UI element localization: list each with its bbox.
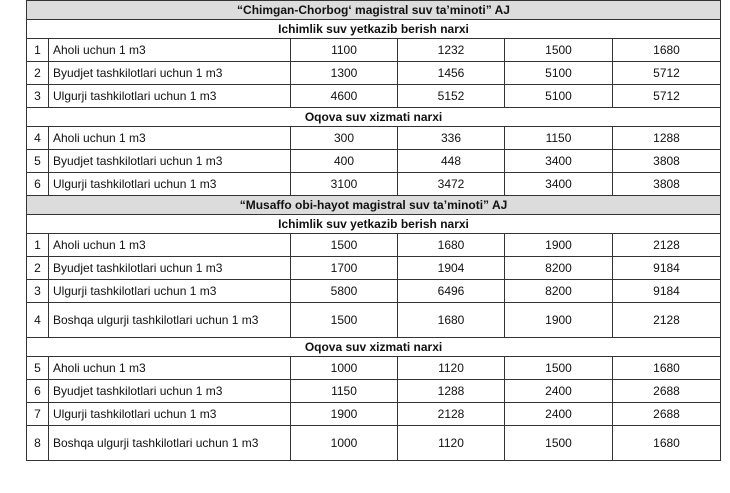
price-cell: 1900 xyxy=(505,234,613,257)
row-label: Ulgurji tashkilotlari uchun 1 m3 xyxy=(49,403,291,426)
row-number: 6 xyxy=(27,173,49,196)
section-heading: Oqova suv xizmati narxi xyxy=(27,108,721,127)
price-cell: 1000 xyxy=(291,357,398,380)
row-label: Ulgurji tashkilotlari uchun 1 m3 xyxy=(49,173,291,196)
price-cell: 1120 xyxy=(398,426,505,461)
row-label: Boshqa ulgurji tashkilotlari uchun 1 m3 xyxy=(49,303,291,338)
row-number: 2 xyxy=(27,62,49,85)
price-cell: 2688 xyxy=(613,380,721,403)
row-label: Aholi uchun 1 m3 xyxy=(49,234,291,257)
price-cell: 1288 xyxy=(613,127,721,150)
price-cell: 3808 xyxy=(613,150,721,173)
row-number: 1 xyxy=(27,234,49,257)
price-cell: 3400 xyxy=(505,173,613,196)
table-row xyxy=(27,62,721,85)
organization-title-row xyxy=(27,1,721,20)
price-cell: 5100 xyxy=(505,62,613,85)
price-cell: 1500 xyxy=(505,39,613,62)
price-cell: 5712 xyxy=(613,85,721,108)
price-cell: 5800 xyxy=(291,280,398,303)
section-heading-row xyxy=(27,338,721,357)
section-heading-row xyxy=(27,20,721,39)
table-row xyxy=(27,234,721,257)
price-cell: 3808 xyxy=(613,173,721,196)
price-cell: 1456 xyxy=(398,62,505,85)
price-cell: 6496 xyxy=(398,280,505,303)
price-cell: 1900 xyxy=(505,303,613,338)
row-number: 5 xyxy=(27,150,49,173)
price-cell: 3100 xyxy=(291,173,398,196)
price-cell: 2400 xyxy=(505,403,613,426)
row-number: 6 xyxy=(27,380,49,403)
price-cell: 1288 xyxy=(398,380,505,403)
tariff-table xyxy=(26,0,721,461)
price-cell: 1680 xyxy=(613,357,721,380)
price-cell: 8200 xyxy=(505,280,613,303)
organization-title-row xyxy=(27,196,721,215)
price-cell: 9184 xyxy=(613,257,721,280)
price-cell: 1900 xyxy=(291,403,398,426)
price-cell: 1500 xyxy=(291,234,398,257)
price-cell: 2688 xyxy=(613,403,721,426)
price-cell: 5100 xyxy=(505,85,613,108)
row-number: 5 xyxy=(27,357,49,380)
row-label: Byudjet tashkilotlari uchun 1 m3 xyxy=(49,150,291,173)
row-label: Boshqa ulgurji tashkilotlari uchun 1 m3 xyxy=(49,426,291,461)
price-cell: 448 xyxy=(398,150,505,173)
table-row xyxy=(27,380,721,403)
table-row xyxy=(27,280,721,303)
price-cell: 1100 xyxy=(291,39,398,62)
price-cell: 1300 xyxy=(291,62,398,85)
price-cell: 3400 xyxy=(505,150,613,173)
price-cell: 1680 xyxy=(398,234,505,257)
price-cell: 9184 xyxy=(613,280,721,303)
table-row xyxy=(27,150,721,173)
price-cell: 2128 xyxy=(398,403,505,426)
section-heading-row xyxy=(27,215,721,234)
price-cell: 4600 xyxy=(291,85,398,108)
price-cell: 5152 xyxy=(398,85,505,108)
row-number: 2 xyxy=(27,257,49,280)
price-cell: 1500 xyxy=(505,426,613,461)
table-row xyxy=(27,426,721,461)
price-cell: 1232 xyxy=(398,39,505,62)
row-label: Aholi uchun 1 m3 xyxy=(49,39,291,62)
table-row xyxy=(27,39,721,62)
price-cell: 3472 xyxy=(398,173,505,196)
section-heading: Oqova suv xizmati narxi xyxy=(27,338,721,357)
table-row xyxy=(27,357,721,380)
row-label: Aholi uchun 1 m3 xyxy=(49,357,291,380)
table-row xyxy=(27,257,721,280)
section-heading-row xyxy=(27,108,721,127)
price-cell: 1500 xyxy=(505,357,613,380)
row-label: Ulgurji tashkilotlari uchun 1 m3 xyxy=(49,85,291,108)
price-cell: 1680 xyxy=(613,426,721,461)
row-label: Byudjet tashkilotlari uchun 1 m3 xyxy=(49,62,291,85)
price-cell: 1680 xyxy=(398,303,505,338)
row-label: Byudjet tashkilotlari uchun 1 m3 xyxy=(49,380,291,403)
price-cell: 1680 xyxy=(613,39,721,62)
row-number: 4 xyxy=(27,127,49,150)
row-number: 8 xyxy=(27,426,49,461)
row-number: 1 xyxy=(27,39,49,62)
organization-title: “Chimgan-Chorbog‘ magistral suv ta’minoti” AJ xyxy=(27,1,721,20)
price-cell: 1500 xyxy=(291,303,398,338)
price-cell: 1700 xyxy=(291,257,398,280)
organization-title: “Musaffo obi-hayot magistral suv ta’minoti” AJ xyxy=(27,196,721,215)
price-cell: 8200 xyxy=(505,257,613,280)
price-cell: 300 xyxy=(291,127,398,150)
price-cell: 336 xyxy=(398,127,505,150)
row-number: 3 xyxy=(27,85,49,108)
section-heading: Ichimlik suv yetkazib berish narxi xyxy=(27,215,721,234)
price-cell: 400 xyxy=(291,150,398,173)
price-cell: 5712 xyxy=(613,62,721,85)
price-cell: 1904 xyxy=(398,257,505,280)
row-label: Ulgurji tashkilotlari uchun 1 m3 xyxy=(49,280,291,303)
price-cell: 1150 xyxy=(291,380,398,403)
price-cell: 1000 xyxy=(291,426,398,461)
row-number: 4 xyxy=(27,303,49,338)
row-number: 7 xyxy=(27,403,49,426)
price-cell: 2128 xyxy=(613,234,721,257)
row-label: Aholi uchun 1 m3 xyxy=(49,127,291,150)
table-row xyxy=(27,173,721,196)
price-cell: 2128 xyxy=(613,303,721,338)
price-cell: 1120 xyxy=(398,357,505,380)
table-row xyxy=(27,303,721,338)
table-row xyxy=(27,85,721,108)
row-number: 3 xyxy=(27,280,49,303)
section-heading: Ichimlik suv yetkazib berish narxi xyxy=(27,20,721,39)
price-cell: 2400 xyxy=(505,380,613,403)
row-label: Byudjet tashkilotlari uchun 1 m3 xyxy=(49,257,291,280)
price-cell: 1150 xyxy=(505,127,613,150)
table-row xyxy=(27,127,721,150)
table-row xyxy=(27,403,721,426)
